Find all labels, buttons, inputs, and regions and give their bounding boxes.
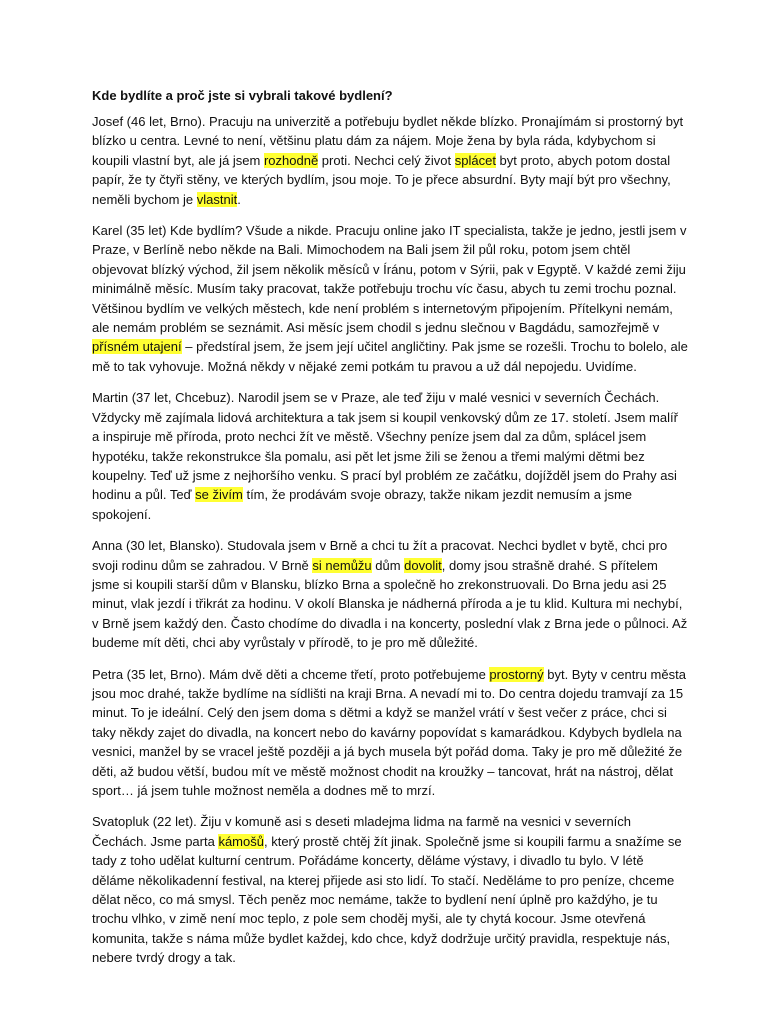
paragraph-text: byt. Byty v centru města jsou moc drahé, takže bydlíme na sídlišti na kraji Brna. A nevadí mi to. Do centra dojedu tramvají za 15 minut. To je ideální. Celý den jsem doma s dětmi a když se manžel vrátí v šest večer z práce, chci si taky někdy zajet do divadla, na koncert nebo do kavárny popovídat s kamarádkou. Kdybych bydlela na vesnici, manžel by se vracel ještě později a já bych musela být pořád doma. Taky je pro mě důležité že děti, až budou větší, budou mít ve městě možnost chodit na kroužky – tancovat, hrát na nástroj, dělat sport… já jsem tuhle možnost neměla a dodnes mě to mrzí. [92, 666, 686, 798]
paragraph-text: proti. Nechci celý život [318, 152, 455, 168]
highlighted-word: vlastnit [196, 191, 238, 207]
paragraph [92, 388, 688, 524]
paragraph-text: Svatopluk (22 let). Žiju v komuně asi s deseti mladejma lidma na farmě na vesnici v severních Čechách. Jsme parta [92, 814, 632, 849]
paragraph-text: – předstíral jsem, že jsem její učitel angličtiny. Pak jsme se rozešli. Trochu to bolelo, ale mě to tak vyhovuje. Možná někdy v nějaké zemi potkám tu pravou a už dál nepojedu. Uvidíme. [92, 339, 688, 374]
paragraph [92, 221, 688, 376]
highlighted-word: přísném utajení [92, 339, 182, 355]
paragraph-text: dům [371, 557, 405, 573]
document-body [92, 112, 688, 968]
paragraph-text: Anna (30 let, Blansko). Studovala jsem v Brně a chci tu žít a pracovat. Nechci bydlet v bytě, chci pro svoji rodinu dům se zahradou. V Brně [92, 538, 668, 573]
highlighted-word: splácet [454, 152, 496, 168]
paragraph [92, 812, 688, 967]
paragraph [92, 112, 688, 209]
highlighted-word: prostorný [489, 666, 544, 682]
highlighted-word: kámošů [218, 833, 264, 849]
paragraph-text: Karel (35 let) Kde bydlím? Všude a nikde. Pracuju online jako IT specialista, takže je jedno, jestli jsem v Praze, v Berlíně nebo někde na Bali. Mimochodem na Bali jsem žil půl roku, potom jsem chtěl objevovat blízký východ, žil jsem několik měsíců v Íránu, potom v Sýrii, pak v Egyptě. V každé zemi žiju minimálně měsíc. Musím taky pracovat, takže potřebuju trochu víc času, abych tu zemi trochu poznal. Většinou bydlím ve velkých městech, kde není problém s internetovým připojením. Přítelkyni nemám, ale nemám problém se seznámit. Asi měsíc jsem chodil s jednu slečnou v Bagdádu, samozřejmě v [92, 223, 687, 336]
paragraph-text: byt proto, abych potom dostal papír, že ty čtyři stěny, ve kterých bydlím, jsou moje. To je přece absurdní. Byty mají být pro všechny, neměli bychom je [92, 152, 671, 207]
document-heading: Kde bydlíte a proč jste si vybrali takové bydlení? [92, 88, 393, 103]
highlighted-word: rozhodně [263, 152, 319, 168]
paragraph-text: , který prostě chtěj žít jinak. Společně jsme si koupili farmu a snažíme se tady z toho udělat kulturní centrum. Pořádáme koncerty, děláme výstavy, i divadlo tu bylo. V létě děláme několikadenní festival, na kterej přijede asi sto lidí. To stačí. Neděláme to pro peníze, chceme dělat něco, co má smysl. Těch peněz moc nemáme, takže to bydlení není úplně pro každýho, je tu trochu vlhko, v zimě není moc teplo, z pole sem choděj myši, ale ty chytá kocour. Jsme otevřená komunita, takže s náma může bydlet každej, kdo chce, když dodržuje určitý pravidla, respektuje nás, nebere tvrdý drogy a tak. [92, 833, 682, 966]
paragraph [92, 665, 688, 801]
paragraph-text: Martin (37 let, Chcebuz). Narodil jsem se v Praze, ale teď žiju v malé vesnici v severních Čechách. Vždycky mě zajímala lidová architektura a tak jsem si koupil venkovský dům ze 17. století. Jsem malíř a inspiruje mě příroda, proto nechci žít ve městě. Všechny peníze jsem dal za dům, splácel jsem hypotéku, takže rekonstrukce šla pomalu, asi pět let jsme žili se ženou a třemi malými dětmi bez koupelny. Teď už jsme z nejhoršího venku. S prací byl problém ze začátku, dojížděl jsem do Prahy asi hodinu a půl. Teď [92, 390, 678, 503]
paragraph-text: , domy jsou strašně drahé. S přítelem jsme si koupili starší dům v Blansku, blízko Brna a společně ho zrekonstruovali. Do Brna jedu asi 25 minut, vlak jezdí i třikrát za hodinu. V okolí Blanska je nádherná příroda a je tu klid. Kultura mi nechybí, v Brně jsem každý den. Často chodíme do divadla i na koncerty, poslední vlak z Brna jede o půlnoci. Až budeme mít děti, chci aby vyrůstaly v přírodě, to je pro mě důležité. [92, 557, 688, 651]
highlighted-word: dovolit [404, 557, 442, 573]
paragraph [92, 536, 688, 652]
paragraph-text: Josef (46 let, Brno). Pracuju na univerzitě a potřebuju bydlet někde blízko. Pronajímám si prostorný byt blízko u centra. Levné to není, většinu platu dám za nájem. Moje žena by byla ráda, kdybychom si koupili vlastní byt, ale já jsem [92, 114, 684, 168]
highlighted-word: se živím [195, 487, 243, 503]
paragraph-text: tím, že prodávám svoje obrazy, takže nikam jezdit nemusím a jsme spokojení. [92, 487, 633, 522]
highlighted-word: si nemůžu [312, 557, 372, 573]
paragraph-text: Petra (35 let, Brno). Mám dvě děti a chceme třetí, proto potřebujeme [92, 666, 490, 682]
paragraph-text: . [237, 191, 241, 207]
